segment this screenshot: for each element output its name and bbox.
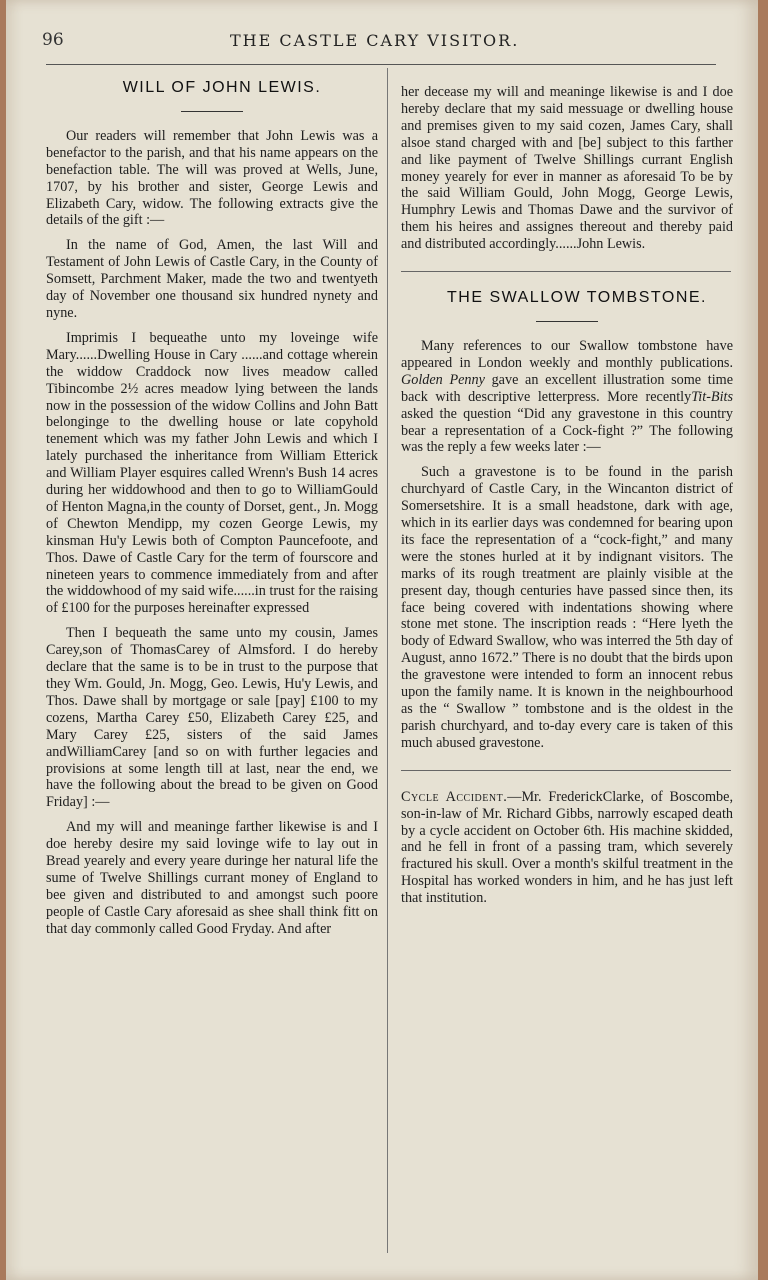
column-divider (387, 68, 388, 1253)
tombstone-paragraph-1 (401, 338, 733, 456)
golden-penny-title: Golden Penny (401, 371, 485, 388)
will-paragraph-1: In the name of God, Amen, the last Will and Testament of John Lewis of Castle Cary, in the County of Somsett, Parchment Maker, made the two and twentyeth day of November one thousand six hundred nynety and nyne. (46, 237, 378, 321)
will-paragraph-2: Imprimis I bequeathe unto my loveinge wife Mary......Dwelling House in Cary ......and cottage wherein the widdow Craddock now lives meadow called Tibincombe 2½ acres meadow lying between the lands now in the possession of the widow Collins and John Batt belonginge to the dwelling house or late copyhold tenement which was my father John Lewis and which I lately purchased the inheritance from William Etterick and William Player esquires called Wrenn's Bush 14 acres during her widdowhood and then to go to WilliamGould of Henton Magna,in the county of Dorset, gent., Jn. Mogg of Chewton Mendipp, my cozen George Lewis, my kinsman Hu'y Lewis both of Compton Pauncefoote, and Thos. Dawe of Castle Cary for the term of fourscore and nineteen years to commence immediately from and after the widdowhood of my said wife......in trust for the raising of £100 for the purposes hereinafter expressed (46, 329, 378, 617)
header-rule (46, 64, 716, 65)
cycle-accident-text: —Mr. FrederickClarke, of Boscombe, son-in-law of Mr. Richard Gibbs, narrowly escaped death by a cycle accident on October 6th. His machine skidded, and he fell in front of a passing tram, which severely fractured his skull. Over a month's skilful treatment in the Hospital has worked wonders in him, and he has just left that institution. (401, 788, 733, 907)
title-rule (181, 111, 243, 112)
will-intro-paragraph: Our readers will remember that John Lewis was a benefactor to the parish, and that his name appears on the benefaction table. The will was proved at Wells, June, 1707, by his brother and sister, George Lewis and Elizabeth Cary, widow. The following extracts give the details of the gift :— (46, 127, 378, 229)
running-title: THE CASTLE CARY VISITOR. (230, 31, 520, 50)
article-title-will-of-john-lewis: WILL OF JOHN LEWIS. (122, 79, 322, 96)
tombstone-text-b: gave an excellent illustration some time back with descriptive letterpress. More recently (401, 371, 734, 405)
document-page (6, 0, 758, 1280)
will-continuation-paragraph: her decease my will and meaninge likewise is and I doe hereby declare that my said messuage or dwelling house and premises given to my said cozen, James Cary, shall alsoe stand charged with and [be] subject to this farther and like payment of Twelve Shillings currant English money yearely for ever in manner as aforesaid To be by the said William Gould, John Mogg, George Lewis, Humphry Lewis and Thomas Dawe and the survivor of them his heires and assignes thereout and thereby paid and distributed accordingly......John Lewis. (401, 84, 733, 253)
will-paragraph-3: Then I bequeath the same unto my cousin, James Carey,son of ThomasCarey of Almsford. I do hereby declare that the same is to be in trust to the purpose that they Wm. Gould, Jn. Mogg, Geo. Lewis, Hu'y Lewis, and Thos. Dawe shall by mortgage or sale [pay] £100 to my cozens, Martha Carey £50, Elizabeth Carey £25, and Mary Carey £25, sisters of the said James andWilliamCarey [and so on with further legacies and provisions at some length till at last, near the end, we have the following about the bread to be given on Good Friday] :— (46, 625, 378, 811)
section-rule (401, 770, 731, 771)
tombstone-text-a: Many references to our Swallow tombstone have appeared in London weekly and monthly publications. (401, 337, 733, 371)
title-rule (536, 321, 598, 322)
page-header (6, 30, 758, 56)
left-column (46, 80, 378, 938)
cycle-accident-heading: Cycle Accident. (401, 788, 508, 805)
cycle-accident-paragraph (401, 789, 733, 907)
article-title-swallow-tombstone: THE SWALLOW TOMBSTONE. (447, 289, 707, 307)
tit-bits-title: Tit-Bits (691, 388, 733, 405)
will-paragraph-4: And my will and meaninge farther likewise is and I doe hereby desire my said lovinge wife to lay out in Bread yearely and every yeare duringe her natural life the sume of Twelve Shillings currant money of England to bee given and distributed to and amongst such poore people of Castle Cary aforesaid as shee shall think fitt on that day commonly called Good Fryday. And after (46, 819, 378, 937)
section-rule (401, 271, 731, 272)
tombstone-text-c: asked the question “Did any gravestone in this country bear a representation of a Cock-fight ?” The following was the reply a few weeks later :— (401, 405, 733, 456)
tombstone-paragraph-2: Such a gravestone is to be found in the parish churchyard of Castle Cary, in the Wincanton district of Somersetshire. It is a small headstone, dark with age, which in its earlier days was condemned for bearing upon its face the representation of a “cock-fight,” and many were the stones hurled at it by indignant visitors. The marks of its rough treatment are plainly visible at the present day, though centuries have passed since then, its face being covered with indentations showing where stone met stone. The inscription reads : “Here lyeth the body of Edward Swallow, who was interred the 5th day of August, anno 1672.” There is no doubt that the birds upon the gravestone were intended to form an innocent rebus upon the family name. It is known in the neighbourhood as the “ Swallow ” tombstone and is the oldest in the parish churchyard, and to-day every care is taken of this much abused gravestone. (401, 464, 733, 751)
page-number: 96 (42, 30, 64, 50)
right-column (401, 84, 733, 907)
